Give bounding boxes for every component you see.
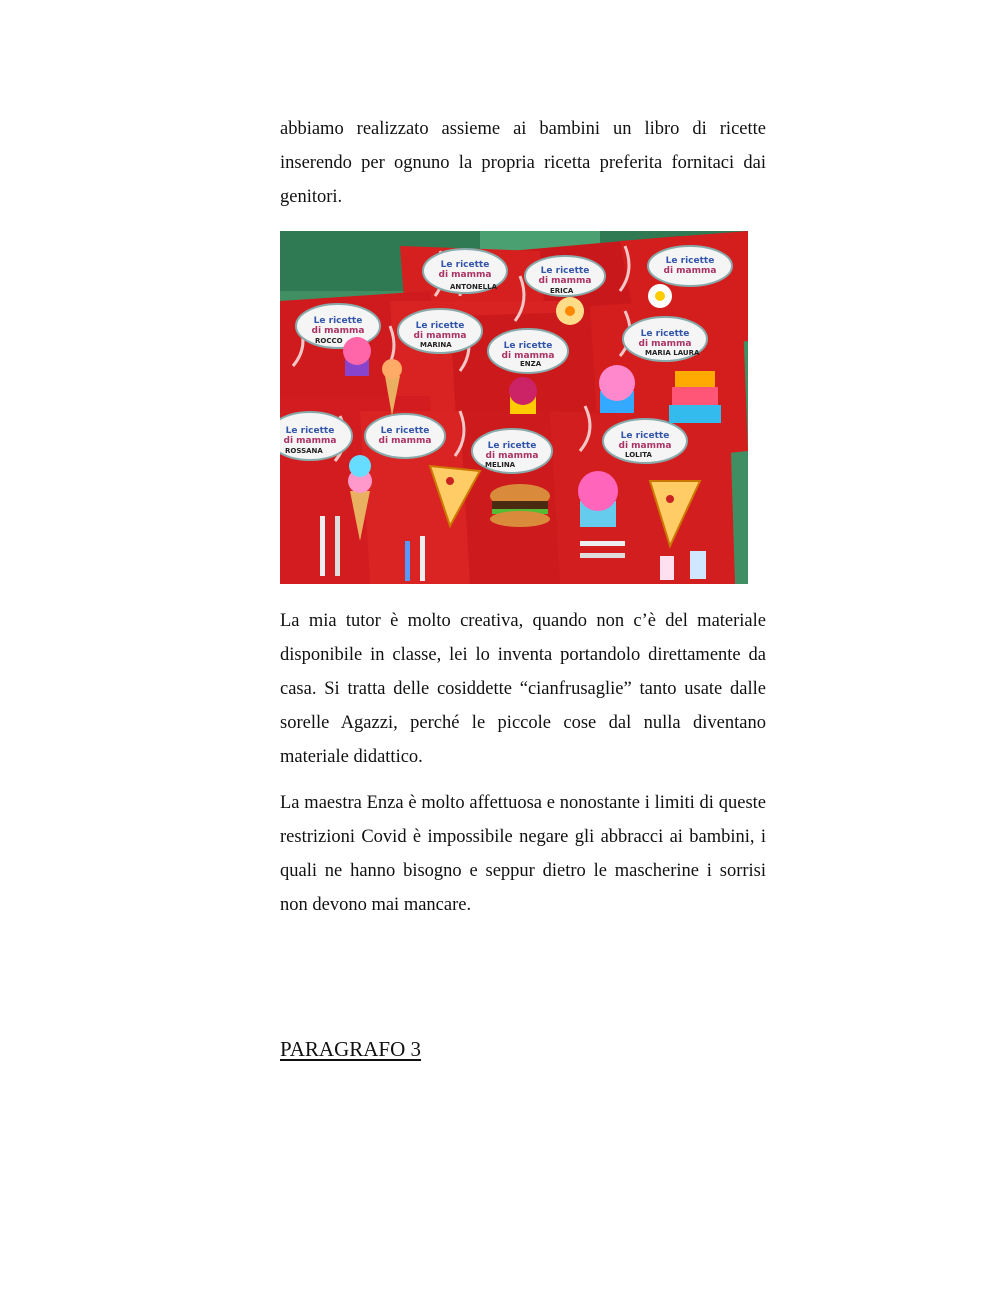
- paragraph-maestra-enza: La maestra Enza è molto affettuosa e nonostante i limiti di queste restrizioni Covid è impossibile negare gli abbracci ai bambini, i quali ne hanno bisogno e seppur dietro le mascherine i sorrisi non devono mai mancare.: [280, 793, 766, 915]
- svg-text:di mamma: di mamma: [378, 436, 432, 446]
- svg-text:ROSSANA: ROSSANA: [285, 447, 323, 455]
- svg-text:di mamma: di mamma: [538, 276, 592, 286]
- svg-text:MARINA: MARINA: [420, 341, 452, 349]
- section-heading: PARAGRAFO 3: [280, 1037, 422, 1061]
- svg-text:di mamma: di mamma: [618, 441, 672, 451]
- svg-text:MELINA: MELINA: [485, 461, 516, 469]
- svg-text:Le ricette: Le ricette: [665, 256, 715, 266]
- svg-text:Le ricette: Le ricette: [440, 260, 490, 270]
- svg-text:di mamma: di mamma: [638, 339, 692, 349]
- svg-text:Le ricette: Le ricette: [620, 431, 670, 441]
- svg-text:LOLITA: LOLITA: [625, 451, 652, 459]
- svg-text:Le ricette: Le ricette: [487, 441, 537, 451]
- svg-text:di mamma: di mamma: [501, 351, 555, 361]
- svg-text:di mamma: di mamma: [485, 451, 539, 461]
- svg-text:Le ricette: Le ricette: [503, 341, 553, 351]
- svg-text:di mamma: di mamma: [283, 436, 337, 446]
- recipe-books-photo: [280, 231, 748, 584]
- svg-text:ROCCO: ROCCO: [315, 337, 343, 345]
- paragraph-tutor-creative: La mia tutor è molto creativa, quando non c’è del materiale disponibile in classe, lei lo inventa portandolo direttamente da casa. Si tratta delle cosiddette “cianfrusaglie” tanto usate dalle sorelle Agazzi, perché le piccole cose dal nulla diventano materiale didattico.: [280, 611, 766, 767]
- svg-text:Le ricette: Le ricette: [415, 321, 465, 331]
- svg-text:ERICA: ERICA: [550, 287, 574, 295]
- svg-text:di mamma: di mamma: [413, 331, 467, 341]
- svg-text:di mamma: di mamma: [663, 266, 717, 276]
- svg-text:MARIA LAURA: MARIA LAURA: [645, 349, 700, 357]
- svg-text:Le ricette: Le ricette: [380, 426, 430, 436]
- svg-text:Le ricette: Le ricette: [540, 266, 590, 276]
- svg-text:di mamma: di mamma: [311, 326, 365, 336]
- svg-text:ANTONELLA: ANTONELLA: [450, 283, 497, 291]
- svg-text:Le ricette: Le ricette: [313, 316, 363, 326]
- svg-text:di mamma: di mamma: [438, 270, 492, 280]
- document-body: [280, 112, 766, 922]
- paragraph-recipe-book: abbiamo realizzato assieme ai bambini un libro di ricette inserendo per ognuno la propria ricetta preferita fornitaci dai genitori.: [280, 119, 766, 207]
- svg-text:ENZA: ENZA: [520, 360, 542, 368]
- svg-text:Le ricette: Le ricette: [285, 426, 335, 436]
- svg-text:Le ricette: Le ricette: [640, 329, 690, 339]
